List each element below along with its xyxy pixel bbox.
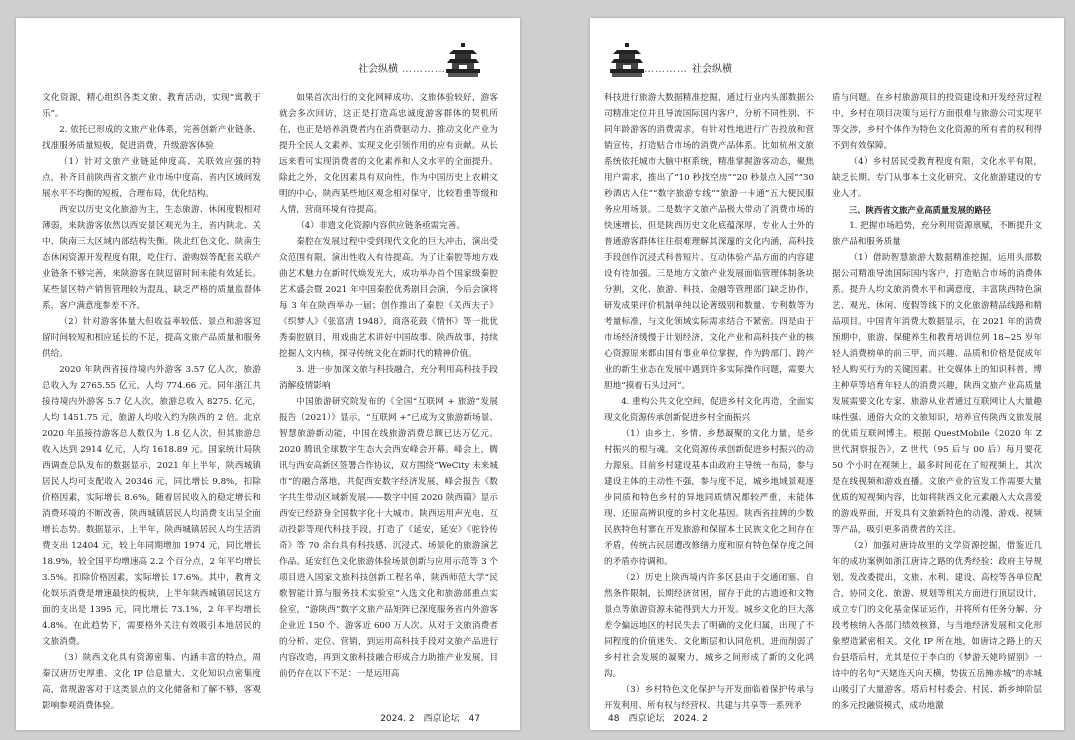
text-column-2 [279, 90, 498, 704]
page-footer: 2024. 2 西京论坛 47 [380, 714, 480, 724]
left-page [16, 18, 520, 730]
paragraph: 中国旅游研究院发布的《全国“互联网 + 旅游”发展报告（2021）》显示，“互联网 +”已成为文旅游新场景、智慧旅游新动能，中国在线旅游消费总额已达万亿元。2020 腾讯全球数字生态大会西安峰会开幕。峰会上，腾讯与西安高新区签署合作协议，双方围绕“WeCity 未来城市”的融合落地，共促西安数字经济发展，峰会报告《数字共生带动区域新发展——数字中国 2020 陕西篇》显示西安已经跻身全国数字化十大城市。陕西运用声光电、互动投影等现代科技手段，打造了《延安，延安》《驼铃传奇》等 70 余台具有科技感、沉浸式、场景化的旅游演艺作品。延安红色文化旅游体验场景创新与应用示范等 3 个项目进入国家文旅科技创新工程名单，陕西师范大学“民歌智能计算与服务技术实验室”入选文化和旅游部重点实验室，“游陕西”数字文旅产品矩阵已深度服务省内外游客企业近 150 个、游客近 600 万人次。从对于文旅消费者的分析、定位、营销，到运用高科技手段对文旅产品进行内容改造，再到文旅科技融合形成合力助推产业发展，目前仍存在以下不足：一是运用高 [279, 397, 498, 679]
paragraph: （4）非遗文化资源内容供应链条亟需完善。 [296, 221, 465, 231]
paragraph: 2. 依托已形成的文旅产业体系，完善创新产业链条、找准服务质量短板，促进消费，升级游客体验 [42, 125, 261, 151]
paragraph: 4. 重构公共文化空间，促进乡村文化再造，全面实现文化资源传承创新促进乡村全面振兴 [604, 397, 814, 423]
page-header [610, 38, 736, 78]
page-footer: 48 西京论坛 2024. 2 [608, 714, 708, 724]
text-column-1 [604, 90, 814, 711]
pagoda-emblem-icon [610, 42, 644, 78]
paragraph: （3）乡村特色文化保护与开发面临着保护传承与开发利用、所有权与经营权、共建与共享等一系列矛 [604, 685, 814, 711]
header-dots: ………… [402, 64, 446, 75]
paragraph: 1. 把握市场趋势，充分利用资源禀赋，不断提升文旅产品和服务质量 [832, 221, 1042, 247]
paragraph: 如果首次出行的文化网释成功、文旅体验较好，游客就会多次回访，这正是打造高忠诚度游客群体的契机所在，也正是培养消费者内在消费驱动力、推动文化产业为提升全民人文素养、实现文化引领作用的应有贡献。从长远来看可实现消费者的文化素养和人文水平的全面提升。除此之外，文化因素具有双向性，作为中国历史上农耕文明的中心，陕西某些地区观念相对保守，比较看重等级和人情，营商环境有待提高。 [279, 93, 498, 215]
paragraph: （2）针对游客体量大但收益率较低、景点和游客逗留时间较短和相应延长的不足，提高文旅产品质量和服务供给。 [42, 317, 261, 359]
header-dots: ………… [644, 64, 688, 75]
paragraph: （3）陕西文化具有资源密集、内涵丰富的特点，周秦汉唐历史厚重、文化 IP 信息量大、文化知识点密集度高，常规游客对于这类景点的文化储备和了解不够，客观影响参观消费体验。 [42, 653, 261, 711]
paragraph: 3. 进一步加深文旅与科技融合，充分利用高科技手段消解疫情影响 [279, 365, 498, 391]
paragraph: 文化资源，精心组织各类文旅、教育活动，实现“寓教于乐”。 [42, 93, 261, 119]
text-column-2 [832, 90, 1042, 711]
paragraph: （4）乡村居民受教育程度有限，文化水平有限，缺乏长期、专门从事本土文化研究、文化旅游建设的专业人才。 [832, 157, 1042, 199]
pagoda-emblem-icon [446, 42, 480, 78]
column-title: 社会纵横 [692, 64, 732, 75]
paragraph: （2）历史上陕西境内许多区县由于交通闭塞、自然条件限制，长期经济贫困，留存于此的古遗迹和文物景点等旅游资源未能得到大力开发。城乡文化的巨大落差令偏远地区的村民失去了明确的文化归属，出现了不同程度的价值迷失、文化断层和认同危机，进而削弱了乡村社会发展的凝聚力，城乡之间形成了新的文化鸿沟。 [604, 573, 814, 679]
page-gutter [520, 18, 590, 730]
paragraph: （2）加强对唐诗故里的文学资源挖掘，借鉴近几年的成功案例如浙江唐诗之路的优秀经验：政府主导规划，发改委提出，文旅、水利、建设、高校等各单位配合，协同文化、旅游、规划等相关方面进行顶层设计，成立专门的文化基金保证运作，并将所有任务分解、分段考核纳入各部门绩效核算，与当地经济发展和文化形象塑造紧密相关。文化 IP 所在地，如唐诗之路上的天台县塔后村，尤其是位于李白的《梦游天姥吟留别》一诗中的名句“天姥连天向天横，势拔五岳掩赤城”的赤城山吸引了大量游客。塔后村村委会、村民、新乡绅阶层的多元投融资模式，成功地激 [832, 541, 1042, 711]
paragraph: （1）借助智慧旅游大数据精准挖掘，运用头部数据公司精准导流国际国内客户，打造贴合市场的消费体系。提升人均文旅消费水平和满意度，丰富陕西特色演艺、观光、休闲、度假等线下的文化旅游精品线路和精品项目。中国青年消费大数据显示，在 2021 年的消费预期中，旅游、保健养生和教育培训位列 18~25 岁年轻人消费榜单的前三甲，而兴趣、品质和价格是促成年轻人购买行为的关键因素。社交媒体上的知识科普，博主种草等培育年轻人的消费兴趣，陕西文旅产业高质量发展需要文化专家、旅游从业者通过互联网让人大量趣味性强、通俗大众的文旅知识，培养宣传陕西文旅发展的优质互联网博主。根据 QuestMobile《2020 年 Z 世代洞察报告》，Z 世代（95 后与 00 后）每月要花 50 个小时在视频上，最多时间花在了短视频上，其次是在线视频和游戏直播。文旅产业的宣发工作需要大量优质的短视频内容，比如将陕西文化元素融入大众喜爱的游戏界面，开发具有文旅新特色的动漫、游戏、视频等产品，吸引更多消费者的关注。 [832, 253, 1042, 535]
paragraph: 西安以历史文化旅游为主，生态旅游、休闲度假相对薄弱，来陕游客依然以西安景区观光为主，省内陕北、关中、陕南三大区域内部结构失衡。陕北红色文化、陕南生态休闲资源开发程度有限，吃住行、游购娱等配套关联产业链条不够完善，来陕游客在陕逗留时间未能有效延长。某些景区特产销售管理较为混乱，缺乏严格的质量监督体系，客户满意度参差不齐。 [42, 205, 261, 311]
paragraph: （1）由乡土、乡情、乡愁凝聚的文化力量，是乡村振兴的根与魂。文化资源传承创新促进乡村振兴的动力源泉。目前乡村建设基本由政府主导统一布局，参与建设主体的主动性不强，参与度不足，城乡地域景观逐步同质和特色乡村的异地同质情况都较严重，未能体现、还原高辨识度的乡村文化基因。陕西省挂牌的少数民族特色村寨在开发旅游和保留本土民族文化之间存在矛盾，传统古民居遭改修缮力度和原有特色保存度之间的矛盾亦待调和。 [604, 429, 814, 567]
paragraph: 科技进行旅游大数据精准挖掘，通过行业内头部数据公司精准定位并且导流国际国内客户，分析不同性别、不同年龄游客的消费需求，有针对性地进行广告投放和营销宣传，打造贴合市场的消费产品体系。比如杭州文旅系统依托城市大脑中枢系统，精准掌握游客动态，聚焦用户需求，推出了“10 秒找空房”“20 秒景点入园”“30 秒酒店入住”“数字旅游专线”“旅游一卡通”五大便民服务应用场景。二是数字文旅产品极大带动了消费市场的快速增长，但是陕西历史文化底蕴深厚，专业人士外的普通游客群体往往很难理解其深邃的文化内涵，高科技手段创作沉浸式科普短片、互动体验产品方面的内容建设有待加强。三是地方文旅产业发展面临管理体制条块分割，文化、旅游、科技、金融等管理部门缺乏协作，研发成果评价机制单纯以论著级别和数量、专利数等为考量标准，与文化领域实际需求结合不紧密。四是由于市场经济缓慢于计划经济，文化产业和高科技产业的核心资源原来都由国有事业单位掌握，作为跨部门、跨产业的新生业态在发展中遇到许多实际操作问题，需要大胆地“摸着石头过河”。 [604, 93, 814, 391]
text-column-1 [42, 90, 261, 711]
paragraph: （1）针对文旅产业链延伸度高、关联效应强的特点，补齐目前陕西省文旅产业市场中度高、省内区域间发展水平不均衡的短板，合理布局，优化结构。 [42, 157, 261, 199]
right-page [590, 18, 1064, 730]
paragraph: 秦腔在发展过程中受到现代文化的巨大冲击，演出受众范围有限，演出性收入有待提高。为了让秦腔等地方戏曲艺术魅力在新时代焕发光大，成功举办首个国家级秦腔艺术盛会暨 2021 年中国秦腔优秀剧目会演，今后会演将每 3 年在陕西举办一届；创作推出了秦腔《关西夫子》《织梦人》《张富清 1948》，商洛花鼓《情怀》等一批优秀秦腔剧目，用戏曲艺术讲好中国故事、陕西故事，持续挖掘人文内核，探寻传统文化在新时代的精神价值。 [279, 237, 498, 359]
page-header [354, 38, 480, 78]
column-title: 社会纵横 [358, 64, 398, 75]
paragraph: 盾与问题。在乡村旅游项目的投资建设和开发经营过程中，乡村在项目决策与运行方面很难与旅游公司实现平等交涉，乡村个体作为特色文化资源的所有者的权利得不到有效保障。 [832, 93, 1042, 151]
paragraph: 2020 年陕西省接待境内外游客 3.57 亿人次，旅游总收入为 2765.55 亿元，人均 774.66 元。同年浙江共接待境内外游客 5.7 亿人次，旅游总收入 8275. 亿元，人均 1451.75 元，旅游人均收入约为陕西的 2 倍。北京 2020 年虽接待游客总人数仅为 1.8 亿人次，但其旅游总收入达到 2914 亿元，人均 1618.89 元。国家统计局陕西调查总队发布的数据显示，2021 年上半年，陕西城镇居民人均可支配收入 20346 元，同比增长 9.8%，扣除价格因素，实际增长 8.6%。随着居民收入的稳定增长和消费环境的不断改善，陕西城镇居民人均消费支出呈全面增长态势。数据显示，上半年，陕西城镇居民人均生活消费支出 12404 元，较上年同期增加 1974 元，同比增长 18.9%，较全国平均增速高 2.2 个百分点，2 年平均增长 3.5%。扣除价格因素，实际增长 17.6%。其中，教育文化娱乐消费是增速最快的板块，上半年陕西城镇居民这方面的支出是 1395 元，同比增长 73.1%，2 年平均增长 4.8%。在此趋势下，需要格外关注有效吸引本地居民的文旅消费。 [42, 365, 261, 647]
section-heading: 三、陕西省文旅产业高质量发展的路径 [848, 205, 992, 215]
